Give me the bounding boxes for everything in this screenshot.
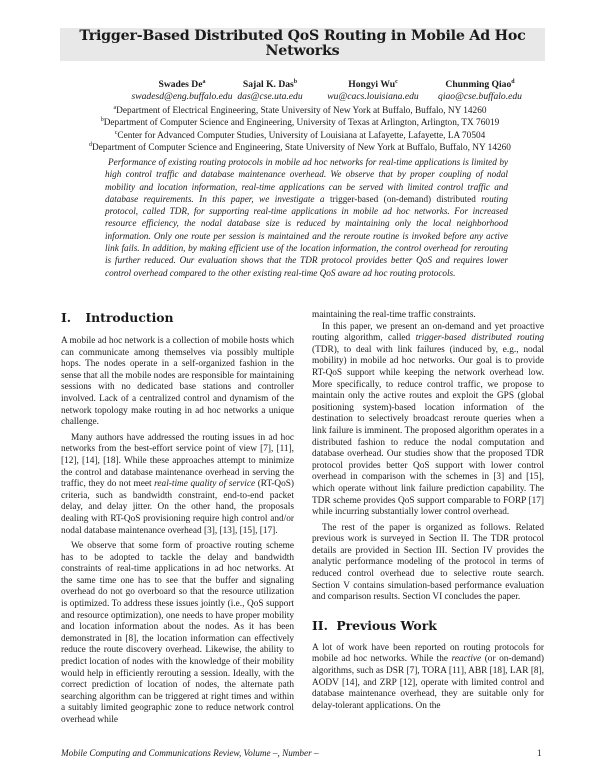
affiliation-sup: a (113, 104, 117, 111)
affiliation-text: Department of Electrical Engineering, State University of New York at Buffalo, Buffalo, NY 14260 (116, 106, 487, 116)
paragraph-text: (or on-demand) algorithms, such as DSR [7], TORA [11], ABR [18], LAR [8], AODV [14], and ZRP [12], operate with limited control and database maintenance overhead, they are suitable only for delay-tolerant applications. On the (312, 654, 544, 711)
affiliation-sup: c (114, 129, 118, 136)
affiliation (0, 105, 600, 117)
author-sup: b (293, 78, 298, 85)
right-column (312, 310, 544, 712)
author (310, 79, 436, 103)
author-email: das@cse.uta.edu (237, 91, 303, 102)
affiliation-sup: d (89, 142, 93, 149)
paragraph (312, 643, 544, 713)
paragraph-text: In this paper, we present an on-demand and yet proactive routing algorithm, called (312, 321, 544, 344)
paragraph: The rest of the paper is organized as follows. Related previous work is surveyed in Section II. The TDR protocol details are provided in Section III. Section IV provides the analytic performance modeling of the protocol in terms of reduced control overhead due to selective route search. Section V contains simulation-based performance evaluation and comparison results. Section VI concludes the paper. (312, 522, 544, 603)
emphasis-text: real-time quality of service (154, 479, 256, 490)
section-number: I. (61, 310, 72, 325)
affiliation-list (0, 105, 600, 155)
page-number: 1 (537, 748, 542, 758)
paragraph-text: (TDR), to deal with link failures (induced by, e.g., nodal mobility) in mobile ad hoc networks. Our goal is to provide RT-QoS support while keeping the network overhead low. More specifically, to reduce control traffic, we propose to maintain only the active routes and exploit the GPS (global positioning system)-based location information of the destination to selectively broadcast reroute queries when a link failure is imminent. The proposed algorithm operates in a distributed fashion to reduce the nodal computation and database overhead. Our studies show that the proposed TDR protocol provides better QoS support with lower control overhead in comparison with the schemes in [3] and [15], which operate without link failure prediction capability. The TDR scheme provides QoS support comparable to FORP [17] while incurring substantially lower control overhead. (312, 344, 544, 518)
paragraph-text: A lot of work have been reported on routing protocols for mobile ad hoc networks. While the (312, 642, 544, 665)
affiliation (0, 130, 600, 142)
emphasis-text: trigger-based distributed routing (415, 333, 544, 344)
abstract (105, 156, 508, 279)
abstract-text: Performance of existing routing protocols in mobile ad hoc networks for real-time applications is limited by high control traffic and database maintenance overhead. We observe that by proper coupling of nodal mobility and location information, real-time applications can be served with limited control traffic and database requirements. In this paper, we investigate a (105, 157, 508, 204)
author-name: Swades De (158, 79, 203, 90)
paper-title: Trigger-Based Distributed QoS Routing in Mobile Ad Hoc Networks (79, 28, 526, 59)
paragraph: maintaining the real-time traffic constraints. (312, 310, 476, 320)
journal-footer: Mobile Computing and Communications Review, Volume –, Number – (61, 748, 319, 758)
section-heading-previous-work (312, 618, 544, 634)
author-email: swadesd@eng.buffalo.edu (131, 91, 233, 102)
author-email: qiao@cse.buffalo.edu (438, 91, 522, 102)
affiliation (0, 117, 600, 129)
author (220, 79, 320, 103)
emphasis-text: reactive (451, 654, 482, 665)
affiliation-sup: b (100, 117, 104, 124)
author-sup: a (202, 78, 206, 85)
author-name: Hongyi Wu (348, 79, 396, 90)
author-sup: c (395, 78, 398, 85)
author-sup: d (511, 78, 515, 85)
section-title: Introduction (85, 310, 174, 325)
paragraph (61, 433, 294, 537)
paragraph-text: Many authors have addressed the routing issues in ad hoc networks from the best-effort service point of view [7], [11], [12], [14], [18]. While these approaches attempt to minimize the control and database maintenance overhead in serving the traffic, they do not meet (61, 432, 294, 490)
affiliation (0, 142, 600, 154)
paragraph: We observe that some form of proactive routing scheme has to be adopted to tackle the delay and bandwidth constraints of real-time applications in ad hoc networks. At the same time one has to see that the buffer and signaling overhead do not go overboard so that the resource utilization is optimized. To address these issues jointly (i.e., QoS support and resource optimization), one needs to have proper mobility and location information about the nodes. As it has been demonstrated in [8], the location information can effectively reduce the route discovery overhead. Likewise, the ability to predict location of nodes with the knowledge of their mobility would help in efficiently rerouting a session. Ideally, with the correct prediction of location of nodes, the alternate path searching algorithm can be triggered at right times and within a suitably limited geographic zone to reduce network control overhead while (61, 541, 294, 725)
author-email: wu@cacs.louisiana.edu (327, 91, 419, 102)
author-name: Chunming Qiao (445, 79, 512, 90)
paragraph-text: (RT-QoS) criteria, such as bandwidth constraint, end-to-end packet delay, and delay jitter. On the other hand, the proposals dealing with RT-QoS provisioning require high control and/or nodal database maintenance overhead [3], [13], [15], [17]. (61, 479, 294, 536)
affiliation-text: Department of Computer Science and Engineering, State University of New York at Buffalo, Buffalo, NY 14260 (92, 143, 511, 154)
paragraph: A mobile ad hoc network is a collection of mobile hosts which can communicate among themselves via possibly multiple hops. The nodes operate in a self-organized fashion in the sense that all the mobile nodes are responsible for maintaining sessions with no dedicated base stations and controller involved. Lack of a centralized control and dynamism of the network topology make routing in ad hoc networks a unique challenge. (61, 336, 294, 428)
section-title: Previous Work (336, 617, 437, 633)
author (420, 79, 540, 103)
section-number: II. (312, 617, 328, 633)
affiliation-text: Department of Computer Science and Engineering, University of Texas at Arlington, Arlington, TX 76019 (103, 118, 500, 129)
author-name: Sajal K. Das (242, 79, 294, 90)
section-heading-introduction (61, 310, 294, 326)
abstract-upright-text: trigger-based (on-demand) distributed (329, 193, 476, 204)
left-column (61, 310, 294, 727)
affiliation-text: Center for Advanced Computer Studies, University of Louisiana at Lafayette, Lafayette, LA 70504 (117, 130, 486, 141)
abstract-text: routing protocol, called TDR, for supporting real-time applications in mobile ad hoc networks. For increased resource efficiency, the nodal database size is reduced by maintaining only the local neighborhood information. Only one route per session is maintained and the reroute routine is invoked before any active link fails. In addition, by making efficient use of the location information, the control overhead for rerouting is further reduced. Our evaluation shows that the TDR protocol provides better QoS and requires lower control overhead compared to the other existing real-time QoS aware ad hoc routing protocols. (105, 193, 509, 278)
paragraph (312, 322, 544, 519)
